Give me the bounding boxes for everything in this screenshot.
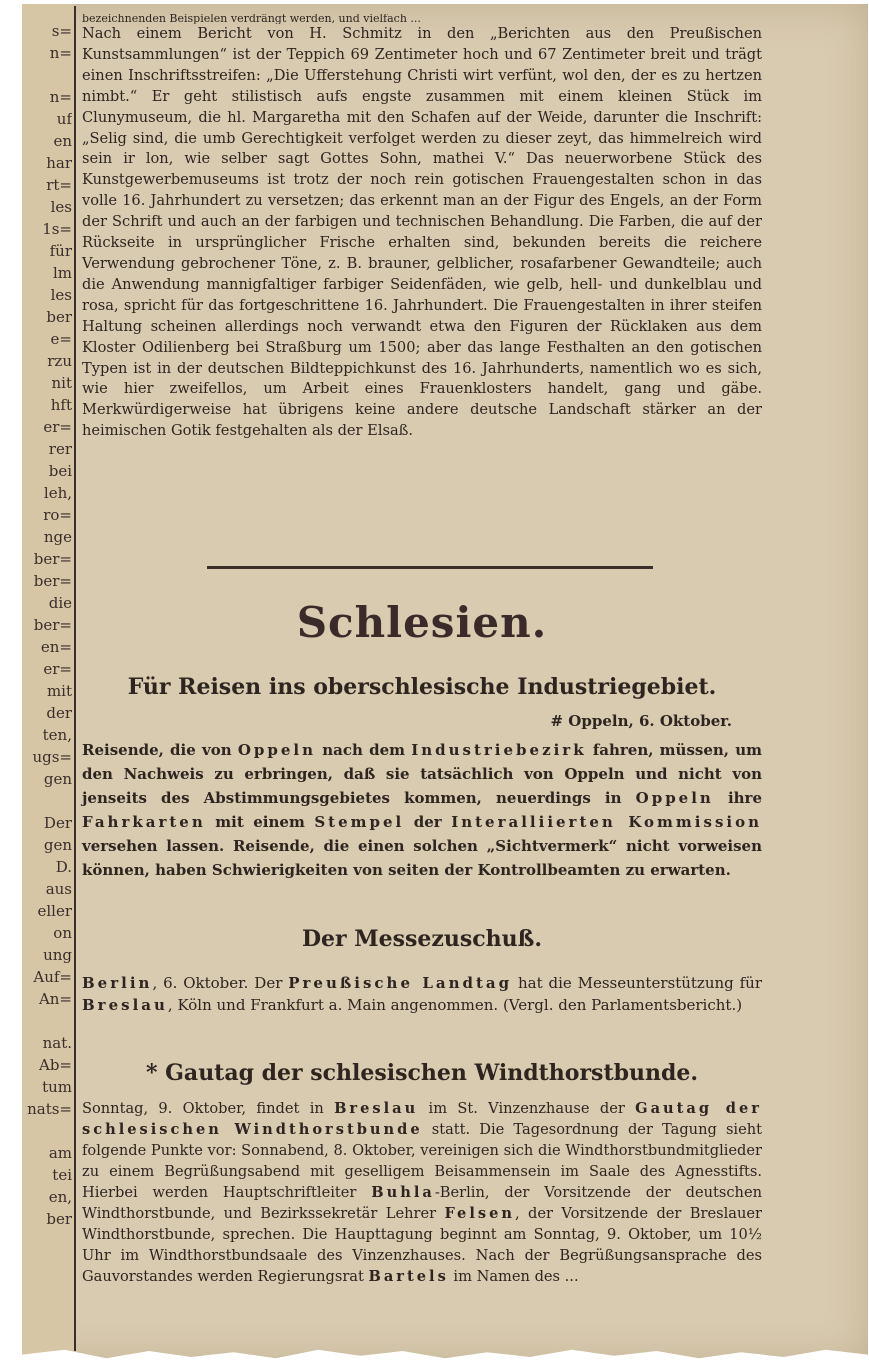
fragment-line: ber= <box>33 550 72 568</box>
fragment-line: n= <box>49 88 72 106</box>
spaced-run: Oppeln <box>237 741 317 759</box>
fragment-line: tum <box>42 1078 72 1096</box>
text-run: im St. Vinzenzhause der <box>418 1100 636 1117</box>
messe-body <box>82 972 762 1016</box>
fragment-line: rer <box>48 440 72 458</box>
industry-body <box>82 738 762 882</box>
text-run: , der Vorsitzende der Breslauer Windthorstbunde, sprechen. Die Haupttagung beginnt am Sonntag, 9. Oktober, um 10½ Uhr im Windthorstbundsaale des Vinzenzhauses. Nach der Begrüßungsansprache des Gauvorstandes werden Regierungsrat <box>82 1205 762 1285</box>
fragment-line: die <box>48 594 72 612</box>
fragment-line: e= <box>50 330 72 348</box>
fragment-line: s= <box>51 22 72 40</box>
fragment-line: ro= <box>43 506 72 524</box>
fragment-line: nge <box>43 528 72 546</box>
article-continued <box>82 14 762 442</box>
fragment-line: uf <box>56 110 72 128</box>
fragment-line: der <box>46 704 72 722</box>
text-run: nach dem <box>316 741 412 759</box>
fragment-line: ber= <box>33 572 72 590</box>
fragment-line: nats= <box>27 1100 72 1118</box>
fragment-line: ber= <box>33 616 72 634</box>
fragment-line: am <box>48 1144 72 1162</box>
fragment-line: Der <box>43 814 72 832</box>
fragment-line: hft <box>50 396 72 414</box>
text-run: mit einem <box>205 813 315 831</box>
text-run: , 6. Oktober. Der <box>152 974 289 992</box>
fragment-line: nat. <box>42 1034 72 1052</box>
fragment-line: n= <box>49 44 72 62</box>
spaced-run: Berlin <box>82 974 153 992</box>
gautag-body <box>82 1098 762 1287</box>
article-body: Nach einem Bericht von H. Schmitz in den „Berichten aus den Preußischen Kunstsammlungen“ ist der Teppich 69 Zentimeter hoch und 67 Zentimeter breit und trägt einen Inschriftsstreifen: „Die Ufferstehung Christi wirt verfünt, wol den, der es zu hertzen nimbt.“ Er geht stilistisch aufs engste zusammen mit einem kleinen Stück im Clunymuseum, die hl. Margaretha mit den Schafen auf der Weide, darunter die Inschrift: „Selig sind, die umb Gerechtigkeit verfolget werden zu dieser zeyt, das himmelreich wird sein ir lon, wie selber sagt Gottes Sohn, mathei V.“ Das neuerworbene Stück des Kunstgewerbemuseums ist trotz der noch rein gotischen Frauengestalten schon in das volle 16. Jahrhundert zu versetzen; das erkennt man an der Figur des Engels, an der Form der Schrift und auch an der farbigen und technischen Behandlung. Die Farben, die auf der Rückseite in ursprünglicher Frische erhalten sind, bekunden bereits die reichere Verwendung gebrochener Töne, z. B. brauner, gelblicher, rosafarbener Gewandteile; auch die Anwendung mannigfaltiger farbiger Seidenfäden, wie gelb, hell- und dunkelblau und rosa, spricht für das fortgeschrittene 16. Jahrhundert. Die Frauengestalten in ihrer steifen Haltung scheinen allerdings noch verwandt etwa den Figuren der Rücklaken aus dem Kloster Odilienberg bei Straßburg um 1500; aber das lange Festhalten an den gotischen Typen ist in der deutschen Bildteppichkunst des 16. Jahrhunderts, namentlich wo es sich, wie hier zweifellos, um Arbeit eines Frauenklosters handelt, gang und gäbe. Merkwürdigerweise hat übrigens keine andere deutsche Landschaft stärker an der heimischen Gotik festgehalten als der Elsaß. <box>82 25 762 440</box>
fragment-line: en, <box>48 1188 72 1206</box>
fragment-line: har <box>46 154 72 172</box>
fragment-line: ugs= <box>32 748 72 766</box>
fragment-line: les <box>50 286 72 304</box>
spaced-run: Bartels <box>368 1268 449 1285</box>
fragment-line <box>26 1120 72 1142</box>
fragment-line: Ab= <box>38 1056 72 1074</box>
text-run: , Köln und Frankfurt a. Main angenommen. (Vergl. den Parlamentsbericht.) <box>167 996 743 1014</box>
spaced-run: Breslau <box>334 1100 419 1117</box>
text-run: versehen lassen. Reisende, die einen solchen „Sichtvermerk“ nicht vorweisen können, haben Schwierigkeiten von seiten der Kontrollbeamten zu erwarten. <box>82 837 762 879</box>
spaced-run: Gautag der schlesischen Windthorstbunde <box>82 1100 762 1138</box>
article-partial-first-line: bezeichnenden Beispielen verdrängt werden, und vielfach ... <box>82 14 421 24</box>
fragment-line: nit <box>51 374 72 392</box>
fragment-line: für <box>49 242 72 260</box>
column-rule <box>74 6 76 1351</box>
fragment-line: D. <box>55 858 72 876</box>
fragment-line: eller <box>37 902 72 920</box>
fragment-line <box>26 64 72 86</box>
fragment-line: lm <box>52 264 72 282</box>
fragment-line: aus <box>45 880 72 898</box>
text-run: statt. Die Tagesordnung der Tagung sieht folgende Punkte vor: Sonnabend, 8. Oktober, vereinigen sich die Windthorstbundmitglieder zu einem Begrüßungsabend mit geselligem Beisammensein im Saale des Agnesstifts. Hierbei werden Hauptschriftleiter <box>82 1121 762 1201</box>
spaced-run: Felsen <box>444 1205 515 1222</box>
fragment-line: rt= <box>46 176 72 194</box>
fragment-line <box>26 1010 72 1032</box>
text-run: fahren, müssen, um den Nachweis zu erbringen, daß sie tatsächlich von Oppeln und nicht von jenseits des Abstimmungsgebietes kommen, neuerdings in <box>82 741 762 807</box>
text-run: -Berlin, der Vorsitzende der deutschen Windthorstbunde, und Bezirkssekretär Lehrer <box>82 1184 762 1222</box>
fragment-line: leh, <box>43 484 72 502</box>
spaced-run: Interalliierten Kommission <box>451 813 762 831</box>
fragment-line: ten, <box>42 726 72 744</box>
spaced-run: Oppeln <box>635 789 714 807</box>
adjacent-column-fragments <box>26 20 72 1230</box>
fragment-line: ber <box>46 308 72 326</box>
spaced-run: Buhla <box>371 1184 435 1201</box>
fragment-line: er= <box>43 660 72 678</box>
spaced-run: Industriebezirk <box>411 741 587 759</box>
fragment-line: ung <box>43 946 72 964</box>
fragment-line: An= <box>38 990 72 1008</box>
fragment-line: gen <box>43 836 72 854</box>
fragment-line: Auf= <box>33 968 72 986</box>
text-run: Sonntag, 9. Oktober, findet in <box>82 1100 335 1117</box>
industry-heading: Für Reisen ins oberschlesische Industriegebiet. <box>127 674 717 700</box>
fragment-line <box>26 790 72 812</box>
fragment-line: 1s= <box>42 220 72 238</box>
text-run: der <box>404 813 452 831</box>
text-run: ihre <box>713 789 762 807</box>
region-heading: Schlesien. <box>296 598 548 647</box>
fragment-line: on <box>53 924 72 942</box>
spaced-run: Breslau <box>82 996 168 1014</box>
text-run: im Namen des ... <box>448 1268 579 1285</box>
text-run: Reisende, die von <box>82 741 238 759</box>
text-run: hat die Messeunterstützung für <box>512 974 762 992</box>
fragment-line: en <box>53 132 72 150</box>
fragment-line: rzu <box>47 352 72 370</box>
fragment-line: les <box>50 198 72 216</box>
industry-dateline: # Oppeln, 6. Oktober. <box>550 712 732 730</box>
messe-heading: Der Messezuschuß. <box>301 926 543 952</box>
fragment-line: er= <box>43 418 72 436</box>
fragment-line: en= <box>40 638 72 656</box>
spaced-run: Preußische Landtag <box>288 974 513 992</box>
section-divider <box>207 566 653 569</box>
spaced-run: Fahrkarten <box>82 813 206 831</box>
fragment-line: mit <box>46 682 72 700</box>
spaced-run: Stempel <box>314 813 405 831</box>
gautag-heading: * Gautag der schlesischen Windthorstbunde. <box>145 1060 699 1086</box>
fragment-line: bei <box>48 462 72 480</box>
fragment-line: ber <box>46 1210 72 1228</box>
fragment-line: gen <box>43 770 72 788</box>
fragment-line: tei <box>52 1166 72 1184</box>
